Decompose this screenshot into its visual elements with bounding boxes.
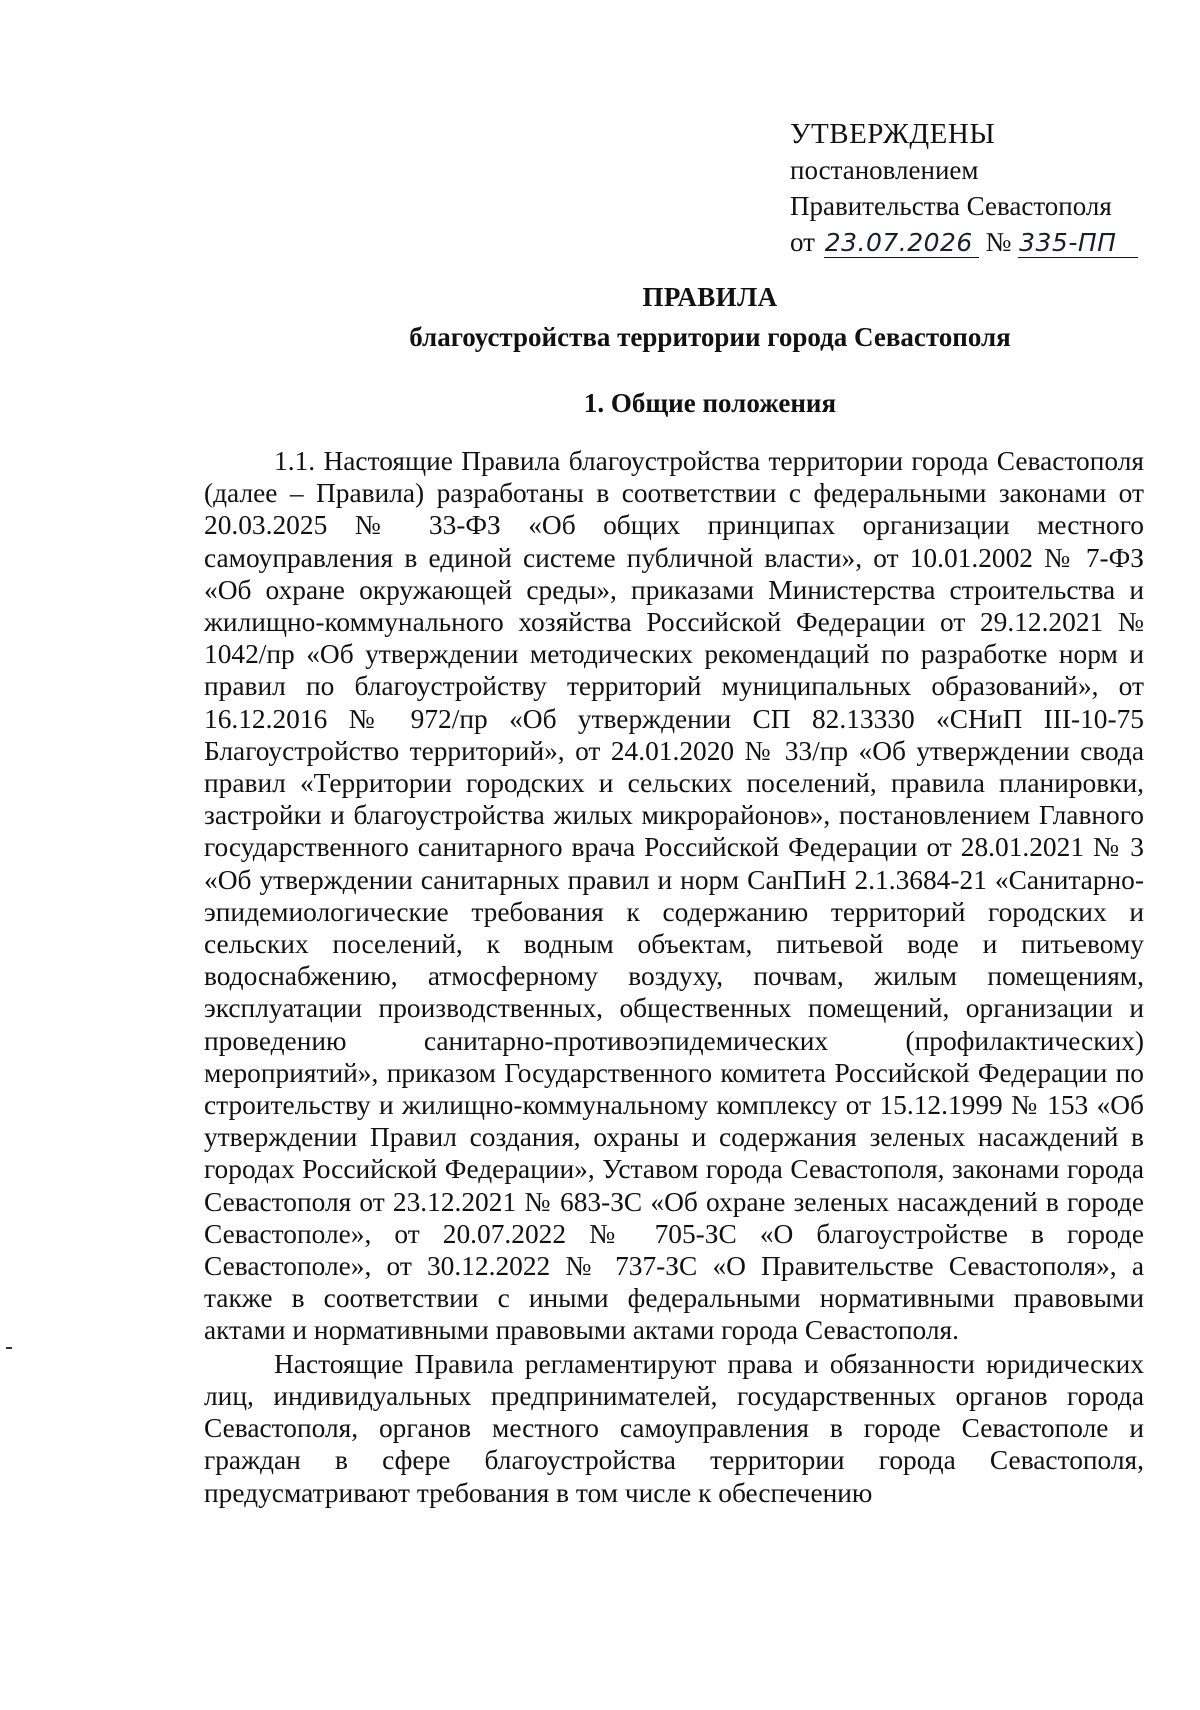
document-title: ПРАВИЛА (642, 282, 778, 312)
paragraph: 1.1. Настоящие Правила благоустройства территории города Севастополя (далее – Правила) разработаны в соответствии с федеральными законами от 20.03.2025 № 33-ФЗ «Об общих принципах организации местного самоуправления в единой системе публичной власти», от 10.01.2002 № 7-ФЗ «Об охране окружающей среды», приказами Министерства строительства и жилищно-коммунального хозяйства Российской Федерации от 29.12.2021 № 1042/пр «Об утверждении методических рекомендаций по разработке норм и правил по благоустройству территорий муниципальных образований», от 16.12.2016 № 972/пр «Об утверждении СП 82.13330 «СНиП III-10-75 Благоустройство территорий», от 24.01.2020 № 33/пр «Об утверждении свода правил «Территории городских и сельских поселений, правила планировки, застройки и благоустройства жилых микрорайонов», постановлением Главного государственного санитарного врача Российской Федерации от 28.01.2021 № 3 «Об утверждении санитарных правил и норм СанПиН 2.1.3684-21 «Санитарно-эпидемиологические требования к содержанию территорий городских и сельских поселений, к водным объектам, питьевой воде и питьевому водоснабжению, атмосферному воздуху, почвам, жилым помещениям, эксплуатации производственных, общественных помещений, организации и проведению санитарно-противоэпидемических (профилактических) мероприятий», приказом Государственного комитета Российской Федерации по строительству и жилищно-коммунальному комплексу от 15.12.1999 № 153 «Об утверждении Правил создания, охраны и содержания зеленых насаждений в городах Российской Федерации», Уставом города Севастополя, законами города Севастополя от 23.12.2021 № 683-ЗС «Об охране зеленых насаждений в городе Севастополе», от 20.07.2022 № 705-ЗС «О благоустройстве в городе Севастополе», от 30.12.2022 № 737-ЗС «О Правительстве Севастополя», а также в соответствии с иными федеральными нормативными правовыми актами и нормативными правовыми актами города Севастополя. (204, 446, 1144, 1346)
paragraph: Настоящие Правила регламентируют права и обязанности юридических лиц, индивидуальных предпринимателей, государственных органов города Севастополя, органов местного самоуправления в городе Севастополе и граждан в сфере благоустройства территории города Севастополя, предусматривают требования в том числе к обеспечению (204, 1348, 1144, 1508)
approval-date-line (790, 224, 1170, 261)
document-subtitle: благоустройства территории города Севастополя (409, 322, 1011, 352)
approval-line-government: Правительства Севастополя (790, 191, 1112, 221)
date-prefix: от (790, 227, 815, 257)
margin-mark (6, 1347, 12, 1349)
approval-line-decree: постановлением (790, 155, 979, 185)
number-prefix: № (985, 227, 1012, 257)
approval-block (790, 116, 1170, 261)
body-text (204, 445, 1144, 1509)
section-heading: 1. Общие положения (583, 388, 837, 418)
handwritten-number: 335-ПП (1018, 228, 1138, 258)
handwritten-date: 23.07.2026 (824, 228, 979, 258)
approval-heading: УТВЕРЖДЕНЫ (790, 118, 996, 150)
